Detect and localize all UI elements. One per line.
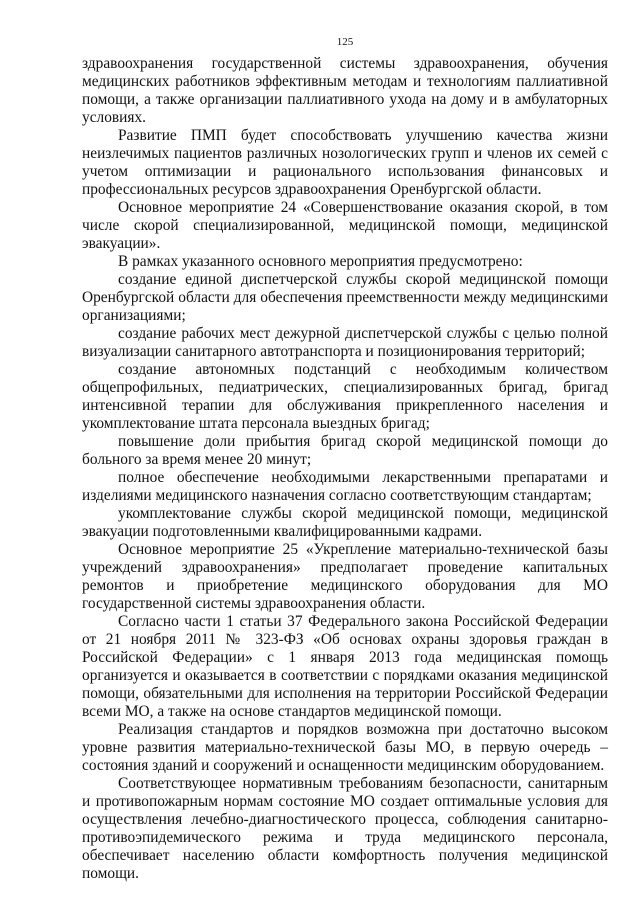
paragraph-11: Основное мероприятие 25 «Укрепление материально-технической базы учреждений здравоохранения» предполагает проведение капитальных ремонтов и приобретение медицинского оборудования для МО государственной системы здравоохранения области. xyxy=(82,541,608,612)
paragraph-12: Согласно части 1 статьи 37 Федерального закона Российской Федерации от 21 ноября 2011 № 323-ФЗ «Об основах охраны здоровья граждан в Российской Федерации» с 1 января 2013 года медицинская помощь организуется и оказывается в соответствии с порядками оказания медицинской помощи, обязательными для исполнения на территории Российской Федерации всеми МО, а также на основе стандартов медицинской помощи. xyxy=(82,613,608,720)
paragraph-6: создание рабочих мест дежурной диспетчерской службы с целью полной визуализации санитарного автотранспорта и позиционирования территорий; xyxy=(82,325,608,360)
paragraph-5: создание единой диспетчерской службы скорой медицинской помощи Оренбургской области для обеспечения преемственности между медицинскими организациями; xyxy=(82,271,608,324)
paragraph-14: Соответствующее нормативным требованиям безопасности, санитарным и противопожарным нормам состояние МО создает оптимальные условия для осуществления лечебно-диагностического процесса, соблюдения санитарно-противоэпидемического режима и труда медицинского персонала, обеспечивает населению области комфортность получения медицинской помощи. xyxy=(82,775,608,882)
paragraph-1: здравоохранения государственной системы здравоохранения, обучения медицинских работников эффективным методам и технологиям паллиативной помощи, а также организации паллиативного ухода на дому и в амбулаторных условиях. xyxy=(82,55,608,126)
paragraph-10: укомплектование службы скорой медицинской помощи, медицинской эвакуации подготовленными квалифицированными кадрами. xyxy=(82,505,608,540)
paragraph-7: создание автономных подстанций с необходимым количеством общепрофильных, педиатрических, специализированных бригад, бригад интенсивной терапии для обслуживания прикрепленного населения и укомплектование штата персонала выездных бригад; xyxy=(82,361,608,432)
page-number: 125 xyxy=(336,36,354,48)
paragraph-3: Основное мероприятие 24 «Совершенствование оказания скорой, в том числе скорой специализированной, медицинской помощи, медицинской эвакуации». xyxy=(82,199,608,252)
paragraph-2: Развитие ПМП будет способствовать улучшению качества жизни неизлечимых пациентов различных нозологических групп и членов их семей с учетом оптимизации и рационального использования финансовых и профессиональных ресурсов здравоохранения Оренбургской области. xyxy=(82,127,608,198)
paragraph-13: Реализация стандартов и порядков возможна при достаточно высоком уровне развития материально-технической базы МО, в первую очередь – состояния зданий и сооружений и оснащенности медицинским оборудованием. xyxy=(82,721,608,774)
paragraph-4: В рамках указанного основного мероприятия предусмотрено: xyxy=(118,253,523,270)
paragraph-9: полное обеспечение необходимыми лекарственными препаратами и изделиями медицинского назначения согласно соответствующим стандартам; xyxy=(82,469,608,504)
document-page xyxy=(82,36,608,883)
paragraph-8: повышение доли прибытия бригад скорой медицинской помощи до больного за время менее 20 минут; xyxy=(82,433,608,468)
